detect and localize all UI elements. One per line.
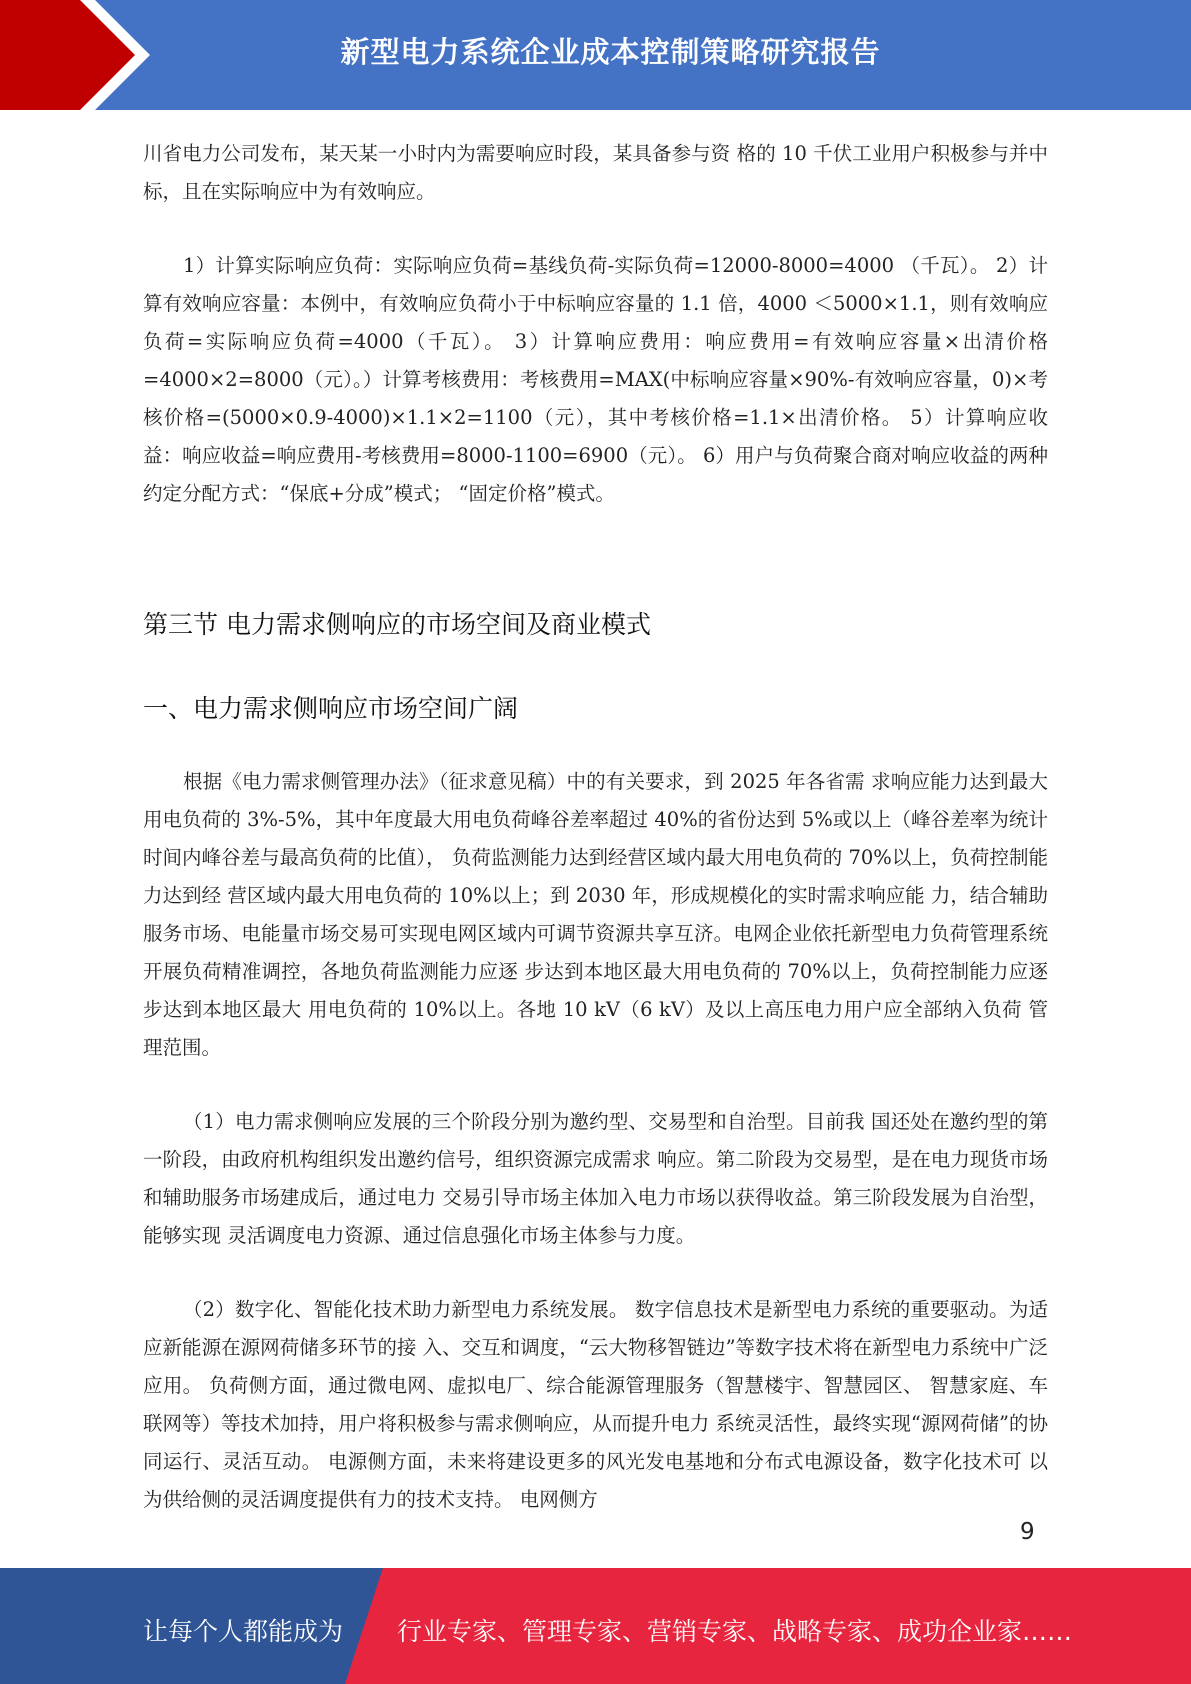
page-header: [0, 0, 1191, 110]
paragraph-intro: 川省电力公司发布，某天某一小时内为需要响应时段，某具备参与资 格的 10 千伏工业用户积极参与并中标，且在实际响应中为有效响应。: [143, 142, 1048, 203]
sub-heading: 一、电力需求侧响应市场空间广阔: [143, 694, 519, 723]
paragraph-policy: 根据《电力需求侧管理办法》（征求意见稿）中的有关要求，到 2025 年各省需 求响应能力达到最大用电负荷的 3%-5%，其中年度最大用电负荷峰谷差率超过 40%的省份达到 5%或以上（峰谷差率为统计时间内峰谷差与最高负荷的比值）， 负荷监测能力达到经营区域内最大用电负荷的 70%以上，负荷控制能力达到经 营区域内最大用电负荷的 10%以上；到 2030 年，形成规模化的实时需求响应能 力，结合辅助服务市场、电能量市场交易可实现电网区域内可调节资源共享互济。电网企业依托新型电力负荷管理系统开展负荷精准调控，各地负荷监测能力应逐 步达到本地区最大用电负荷的 70%以上，负荷控制能力应逐步达到本地区最大 用电负荷的 10%以上。各地 10 kV（6 kV）及以上高压电力用户应全部纳入负荷 管理范围。: [143, 770, 1048, 1059]
header-title: 新型电力系统企业成本控制策略研究报告: [340, 35, 881, 69]
paragraph-stages: （1）电力需求侧响应发展的三个阶段分别为邀约型、交易型和自治型。目前我 国还处在邀约型的第一阶段，由政府机构组织发出邀约信号，组织资源完成需求 响应。第二阶段为交易型，是在电力现货市场和辅助服务市场建成后，通过电力 交易引导市场主体加入电力市场以获得收益。第三阶段发展为自治型，能够实现 灵活调度电力资源、通过信息强化市场主体参与力度。: [143, 1110, 1048, 1247]
page-body: [143, 135, 1048, 1519]
footer-slogan-right: 行业专家、管理专家、营销专家、战略专家、成功企业家……: [397, 1617, 1073, 1646]
page-number: 9: [1020, 1519, 1035, 1545]
section-heading: 第三节 电力需求侧响应的市场空间及商业模式: [143, 610, 651, 639]
paragraph-calculation: 1）计算实际响应负荷：实际响应负荷=基线负荷-实际负荷=12000-8000=4000 （千瓦）。 2）计算有效响应容量：本例中，有效响应负荷小于中标响应容量的 1.1 倍，4000 ＜5000×1.1，则有效响应负荷=实际响应负荷=4000（千瓦）。 3）计算响应费用：响应费用=有效响应容量×出清价格=4000×2=8000（元）。）计算考核费用：考核费用=MAX(中标响应容量×90%-有效响应容量，0)×考 核价格=(5000×0.9-4000)×1.1×2=1100（元），其中考核价格=1.1×出清价格。 5）计算响应收益：响应收益=响应费用-考核费用=8000-1100=6900（元）。 6）用户与负荷聚合商对响应收益的两种约定分配方式：“保底+分成”模式； “固定价格”模式。: [143, 254, 1048, 505]
footer-slogan-left: 让每个人都能成为: [143, 1617, 344, 1646]
paragraph-digital: （2）数字化、智能化技术助力新型电力系统发展。 数字信息技术是新型电力系统的重要驱动。为适应新能源在源网荷储多环节的接 入、交互和调度，“云大物移智链边”等数字技术将在新型电力系统中广泛应用。 负荷侧方面，通过微电网、虚拟电厂、综合能源管理服务（智慧楼宇、智慧园区、 智慧家庭、车联网等）等技术加持，用户将积极参与需求侧响应，从而提升电力 系统灵活性，最终实现“源网荷储”的协同运行、灵活互动。 电源侧方面，未来将建设更多的风光发电基地和分布式电源设备，数字化技术可 以为供给侧的灵活调度提供有力的技术支持。 电网侧方: [143, 1298, 1048, 1511]
